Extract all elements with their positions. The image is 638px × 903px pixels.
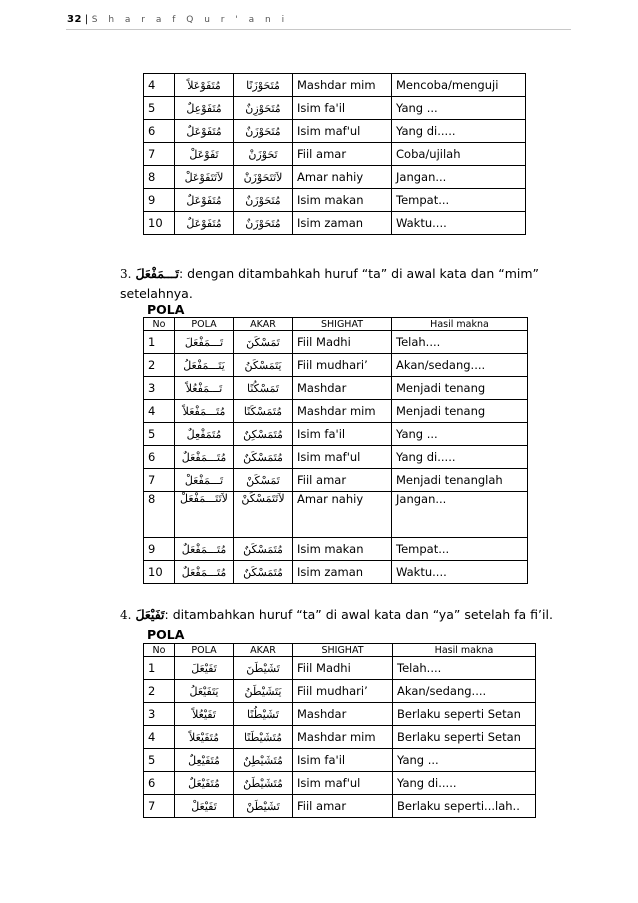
table-row	[144, 354, 528, 377]
cell-no: 6	[144, 772, 175, 795]
cell-pola: مُتَفَوْعَلٌ	[175, 189, 234, 212]
cell-pola: مُتَـــمَفْعَلٌ	[175, 561, 234, 584]
table-row	[144, 703, 536, 726]
cell-akar: مُتَشَيْطَنٌ	[234, 772, 293, 795]
header-separator: |	[84, 14, 89, 25]
table-header-row	[144, 644, 536, 657]
cell-makna: Akan/sedang....	[392, 354, 528, 377]
table-row	[144, 469, 528, 492]
cell-shighat: Amar nahiy	[293, 492, 392, 538]
section3-number: 3.	[120, 267, 132, 281]
table-continued-body	[144, 74, 526, 235]
cell-makna: Jangan...	[392, 492, 528, 538]
table-section3	[143, 317, 528, 584]
cell-no: 9	[144, 538, 175, 561]
cell-makna: Menjadi tenang	[392, 377, 528, 400]
cell-pola: مُتَـــمَفْعَلٌ	[175, 538, 234, 561]
table-row	[144, 400, 528, 423]
cell-pola: مُتَمَفْعِلٌ	[175, 423, 234, 446]
cell-pola: تَـــمَفْعُلاً	[175, 377, 234, 400]
cell-no: 8	[144, 492, 175, 538]
cell-pola: تَفَيْعَلْ	[175, 795, 234, 818]
cell-makna: Yang ...	[392, 423, 528, 446]
cell-shighat: Mashdar	[293, 703, 393, 726]
cell-pola: مُتَفَوْعَلٌ	[175, 120, 234, 143]
cell-no: 3	[144, 377, 175, 400]
cell-makna: Mencoba/menguji	[392, 74, 526, 97]
table-row	[144, 143, 526, 166]
cell-makna: Tempat...	[392, 189, 526, 212]
cell-makna: Jangan...	[392, 166, 526, 189]
cell-shighat: Mashdar mim	[293, 74, 392, 97]
cell-shighat: Isim maf'ul	[293, 772, 393, 795]
cell-akar: لاَتَتَحَوْزَنْ	[234, 166, 293, 189]
cell-makna: Berlaku seperti...lah..	[393, 795, 536, 818]
cell-shighat: Fiil mudhari’	[293, 680, 393, 703]
cell-pola: تَـــمَفْعَلْ	[175, 469, 234, 492]
cell-no: 1	[144, 331, 175, 354]
section4-paragraph	[120, 605, 570, 625]
section4-number: 4.	[120, 608, 132, 622]
cell-pola: تَفَيْعَلَ	[175, 657, 234, 680]
col-pola-header: POLA	[175, 318, 234, 331]
cell-akar: مُتَمَسْكَنٌ	[234, 538, 293, 561]
cell-pola: مُتَـــمَفْعَلاً	[175, 400, 234, 423]
col-makna-header: Hasil makna	[393, 644, 536, 657]
cell-makna: Berlaku seperti Setan	[393, 726, 536, 749]
cell-akar: مُتَحَوْزَنًا	[234, 74, 293, 97]
table-row	[144, 446, 528, 469]
section3-paragraph	[120, 264, 562, 303]
cell-shighat: Amar nahiy	[293, 166, 392, 189]
col-akar-header: AKAR	[234, 644, 293, 657]
cell-akar: مُتَشَيْطِنٌ	[234, 749, 293, 772]
col-akar-header: AKAR	[234, 318, 293, 331]
table-section3-body	[144, 331, 528, 584]
cell-akar: تَمَسْكَنْ	[234, 469, 293, 492]
table-section4	[143, 643, 536, 818]
cell-no: 7	[144, 469, 175, 492]
table-row	[144, 538, 528, 561]
cell-pola: مُتَـــمَفْعَلٌ	[175, 446, 234, 469]
section3-wazan: تَـــمَفْعَلَ	[135, 266, 179, 281]
cell-shighat: Fiil amar	[293, 143, 392, 166]
table-row	[144, 561, 528, 584]
col-shighat-header: SHIGHAT	[293, 318, 392, 331]
cell-shighat: Mashdar mim	[293, 726, 393, 749]
cell-pola: مُتَفَيْعِلٌ	[175, 749, 234, 772]
cell-akar: مُتَحَوْزِنٌ	[234, 97, 293, 120]
table-row	[144, 795, 536, 818]
cell-shighat: Isim fa'il	[293, 423, 392, 446]
cell-shighat: Isim zaman	[293, 212, 392, 235]
cell-akar: تَشَيْطَنَ	[234, 657, 293, 680]
cell-akar: تَمَسْكُنًا	[234, 377, 293, 400]
cell-no: 4	[144, 74, 175, 97]
cell-shighat: Fiil mudhari’	[293, 354, 392, 377]
table-row	[144, 166, 526, 189]
cell-pola: مُتَفَوْعِلٌ	[175, 97, 234, 120]
cell-makna: Waktu....	[392, 212, 526, 235]
cell-makna: Waktu....	[392, 561, 528, 584]
cell-shighat: Fiil amar	[293, 469, 392, 492]
cell-no: 5	[144, 749, 175, 772]
cell-akar: مُتَمَسْكِنٌ	[234, 423, 293, 446]
cell-no: 5	[144, 97, 175, 120]
cell-no: 6	[144, 120, 175, 143]
cell-akar: تَحَوْزَنْ	[234, 143, 293, 166]
cell-no: 4	[144, 400, 175, 423]
cell-makna: Menjadi tenanglah	[392, 469, 528, 492]
table-row	[144, 492, 528, 538]
section4-text: : ditambahkan huruf “ta” di awal kata dan “ya” setelah fa fi’il.	[164, 607, 553, 622]
cell-no: 10	[144, 212, 175, 235]
table-row	[144, 189, 526, 212]
col-no-header: No	[144, 644, 175, 657]
cell-pola: تَـــمَفْعَلَ	[175, 331, 234, 354]
cell-no: 3	[144, 703, 175, 726]
table-row	[144, 423, 528, 446]
cell-shighat: Isim maf'ul	[293, 446, 392, 469]
cell-makna: Yang ...	[392, 97, 526, 120]
cell-pola: لاَتَتَـــمَفْعَلْ	[175, 492, 234, 538]
cell-no: 9	[144, 189, 175, 212]
cell-makna: Telah....	[393, 657, 536, 680]
cell-akar: مُتَمَسْكَنًا	[234, 400, 293, 423]
col-no-header: No	[144, 318, 175, 331]
cell-shighat: Mashdar mim	[293, 400, 392, 423]
header-rule	[66, 29, 571, 30]
page-header	[67, 14, 288, 25]
table-row	[144, 212, 526, 235]
cell-makna: Akan/sedang....	[393, 680, 536, 703]
cell-makna: Berlaku seperti Setan	[393, 703, 536, 726]
cell-makna: Yang ...	[393, 749, 536, 772]
cell-akar: مُتَمَسْكَنٌ	[234, 561, 293, 584]
table-row	[144, 120, 526, 143]
cell-akar: مُتَحَوْزَنٌ	[234, 120, 293, 143]
cell-shighat: Isim maf'ul	[293, 120, 392, 143]
cell-pola: يَتَـــمَفْعَلُ	[175, 354, 234, 377]
cell-no: 10	[144, 561, 175, 584]
cell-no: 7	[144, 143, 175, 166]
cell-no: 6	[144, 446, 175, 469]
cell-shighat: Fiil Madhi	[293, 331, 392, 354]
cell-akar: تَمَسْكَنَ	[234, 331, 293, 354]
cell-no: 8	[144, 166, 175, 189]
cell-akar: مُتَحَوْزَنٌ	[234, 212, 293, 235]
cell-makna: Yang di.....	[392, 446, 528, 469]
cell-pola: مُتَفَيْعَلاً	[175, 726, 234, 749]
cell-no: 2	[144, 354, 175, 377]
col-shighat-header: SHIGHAT	[293, 644, 393, 657]
cell-akar: لاَتَتَمَسْكَنْ	[234, 492, 293, 538]
cell-akar: تَشَيْطُنًا	[234, 703, 293, 726]
table-section4-body	[144, 657, 536, 818]
table-row	[144, 331, 528, 354]
cell-akar: يَتَشَيْطَنُ	[234, 680, 293, 703]
cell-makna: Menjadi tenang	[392, 400, 528, 423]
cell-akar: مُتَحَوْزَنٌ	[234, 189, 293, 212]
cell-makna: Yang di.....	[393, 772, 536, 795]
section3-pola-label: POLA	[147, 302, 185, 317]
table-row	[144, 772, 536, 795]
cell-makna: Yang di.....	[392, 120, 526, 143]
cell-shighat: Isim makan	[293, 538, 392, 561]
section4-pola-label: POLA	[147, 627, 185, 642]
table-row	[144, 680, 536, 703]
section3-text: : dengan ditambahkah huruf “ta” di awal kata dan “mim” setelahnya.	[120, 266, 540, 301]
cell-pola: مُتَفَوْعَلاً	[175, 74, 234, 97]
col-makna-header: Hasil makna	[392, 318, 528, 331]
cell-shighat: Isim fa'il	[293, 749, 393, 772]
page-number: 32	[67, 14, 82, 25]
cell-shighat: Fiil amar	[293, 795, 393, 818]
cell-shighat: Isim zaman	[293, 561, 392, 584]
cell-akar: تَشَيْطَنْ	[234, 795, 293, 818]
cell-makna: Telah....	[392, 331, 528, 354]
cell-makna: Coba/ujilah	[392, 143, 526, 166]
table-row	[144, 657, 536, 680]
cell-shighat: Isim makan	[293, 189, 392, 212]
cell-shighat: Fiil Madhi	[293, 657, 393, 680]
cell-no: 7	[144, 795, 175, 818]
cell-no: 4	[144, 726, 175, 749]
cell-pola: مُتَفَوْعَلٌ	[175, 212, 234, 235]
cell-akar: مُتَشَيْطَنًا	[234, 726, 293, 749]
cell-shighat: Isim fa'il	[293, 97, 392, 120]
table-row	[144, 377, 528, 400]
cell-no: 5	[144, 423, 175, 446]
table-continued	[143, 73, 526, 235]
cell-pola: لاَتَتَفَوْعَلْ	[175, 166, 234, 189]
cell-akar: مُتَمَسْكَنٌ	[234, 446, 293, 469]
cell-pola: مُتَفَيْعَلٌ	[175, 772, 234, 795]
table-row	[144, 74, 526, 97]
table-row	[144, 749, 536, 772]
cell-no: 1	[144, 657, 175, 680]
cell-no: 2	[144, 680, 175, 703]
table-row	[144, 726, 536, 749]
table-row	[144, 97, 526, 120]
cell-pola: يَتَفَيْعَلُ	[175, 680, 234, 703]
cell-shighat: Mashdar	[293, 377, 392, 400]
cell-pola: تَفَيْعُلاً	[175, 703, 234, 726]
book-title: S h a r a f Q u r ' a n i	[91, 15, 289, 25]
col-pola-header: POLA	[175, 644, 234, 657]
cell-akar: يَتَمَسْكَنُ	[234, 354, 293, 377]
cell-makna: Tempat...	[392, 538, 528, 561]
cell-pola: تَفَوْعَلْ	[175, 143, 234, 166]
table-header-row	[144, 318, 528, 331]
section4-wazan: تَفَيْعَلَ	[135, 607, 165, 622]
